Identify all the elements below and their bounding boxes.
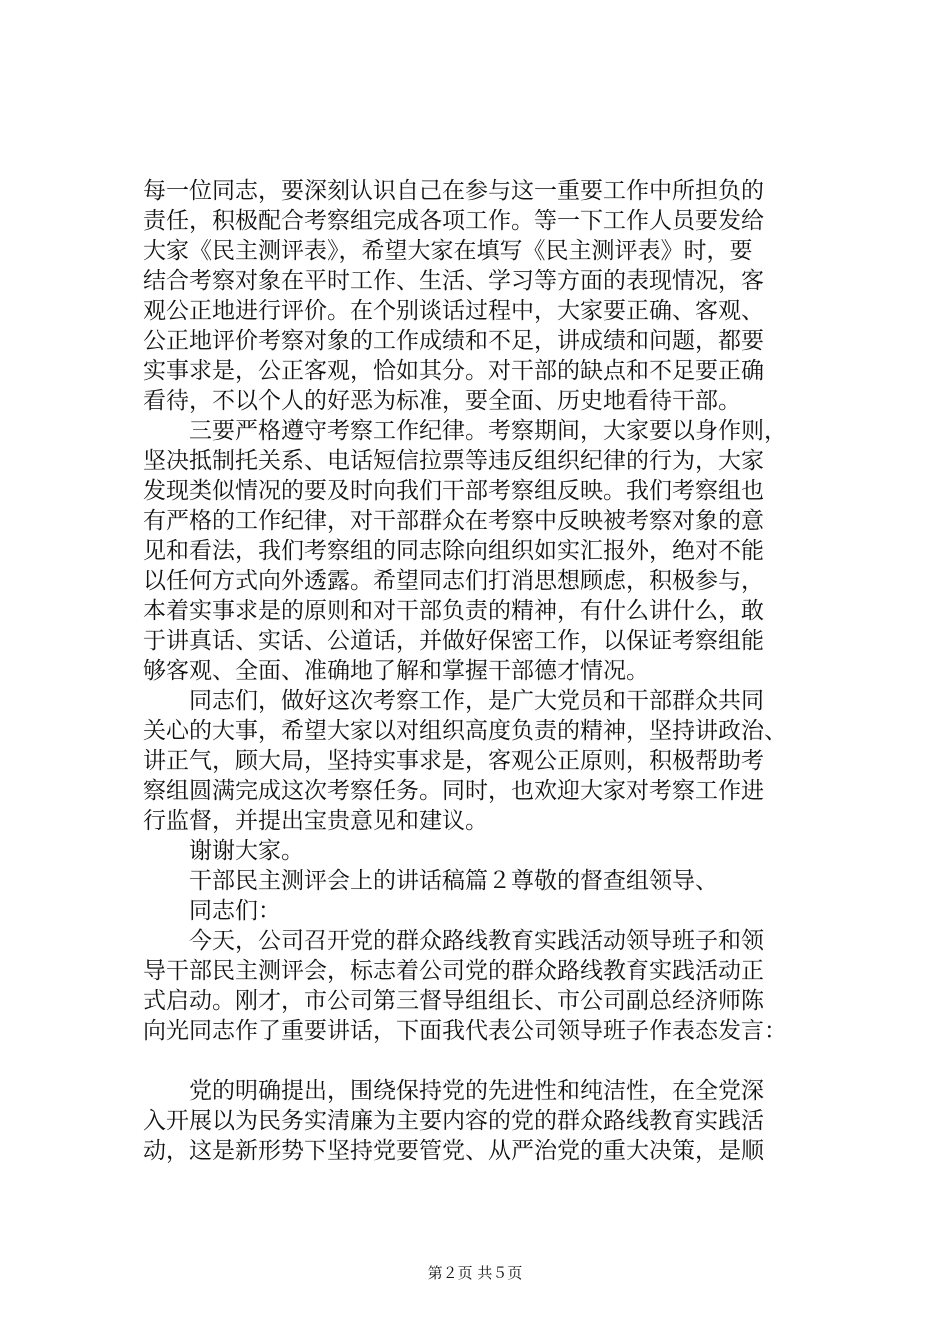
text-line: 坚决抵制托关系、电话短信拉票等违反组织纪律的行为，大家 <box>143 448 764 474</box>
text-line: 谢谢大家。 <box>143 838 304 864</box>
text-line: 察组圆满完成这次考察任务。同时，也欢迎大家对考察工作进 <box>143 778 764 804</box>
paragraph-gap <box>143 1046 843 1076</box>
text-line: 行监督，并提出宝贵意见和建议。 <box>143 808 488 834</box>
text-line: 每一位同志，要深刻认识自己在参与这一重要工作中所担负的 <box>143 178 764 204</box>
text-line: 动，这是新形势下坚持党要管党、从严治党的重大决策，是顺 <box>143 1138 764 1164</box>
page-footer <box>0 1262 950 1283</box>
text-line: 以任何方式向外透露。希望同志们打消思想顾虑，积极参与， <box>143 568 764 594</box>
text-line: 干部民主测评会上的讲话稿篇２尊敬的督查组领导、 <box>143 868 718 894</box>
text-line: 有严格的工作纪律，对干部群众在考察中反映被考察对象的意 <box>143 508 764 534</box>
text-line: 今天，公司召开党的群众路线教育实践活动领导班子和领 <box>143 928 764 954</box>
text-line: 结合考察对象在平时工作、生活、学习等方面的表现情况，客 <box>143 268 764 294</box>
text-line: 入开展以为民务实清廉为主要内容的党的群众路线教育实践活 <box>143 1108 764 1134</box>
text-line: 关心的大事，希望大家以对组织高度负责的精神，坚持讲政治、 <box>143 718 787 744</box>
text-line: 观公正地进行评价。在个别谈话过程中，大家要正确、客观、 <box>143 298 764 324</box>
body-text <box>143 176 843 1166</box>
text-line: 看待，不以个人的好恶为标准，要全面、历史地看待干部。 <box>143 388 741 414</box>
text-line: 同志们，做好这次考察工作，是广大党员和干部群众共同 <box>143 688 764 714</box>
text-line: 公正地评价考察对象的工作成绩和不足，讲成绩和问题，都要 <box>143 328 764 354</box>
text-line: 够客观、全面、准确地了解和掌握干部德才情况。 <box>143 658 649 684</box>
text-line: 见和看法，我们考察组的同志除向组织如实汇报外，绝对不能 <box>143 538 764 564</box>
text-line: 三要严格遵守考察工作纪律。考察期间，大家要以身作则， <box>143 418 787 444</box>
text-line: 本着实事求是的原则和对干部负责的精神，有什么讲什么，敢 <box>143 598 764 624</box>
text-line: 讲正气，顾大局，坚持实事求是，客观公正原则，积极帮助考 <box>143 748 764 774</box>
text-line: 党的明确提出，围绕保持党的先进性和纯洁性，在全党深 <box>143 1078 764 1104</box>
text-line: 导干部民主测评会，标志着公司党的群众路线教育实践活动正 <box>143 958 764 984</box>
text-line: 大家《民主测评表》，希望大家在填写《民主测评表》时，要 <box>143 238 753 264</box>
text-line: 责任，积极配合考察组完成各项工作。等一下工作人员要发给 <box>143 208 764 234</box>
text-line: 向光同志作了重要讲话，下面我代表公司领导班子作表态发言： <box>143 1018 787 1044</box>
text-line: 实事求是，公正客观，恰如其分。对干部的缺点和不足要正确 <box>143 358 764 384</box>
text-line: 式启动。刚才，市公司第三督导组组长、市公司副总经济师陈 <box>143 988 764 1014</box>
page-number-label: 第２页 共５页 <box>427 1264 523 1282</box>
text-line: 于讲真话、实话、公道话，并做好保密工作，以保证考察组能 <box>143 628 764 654</box>
text-line: 发现类似情况的要及时向我们干部考察组反映。我们考察组也 <box>143 478 764 504</box>
text-line: 同志们： <box>143 898 281 924</box>
